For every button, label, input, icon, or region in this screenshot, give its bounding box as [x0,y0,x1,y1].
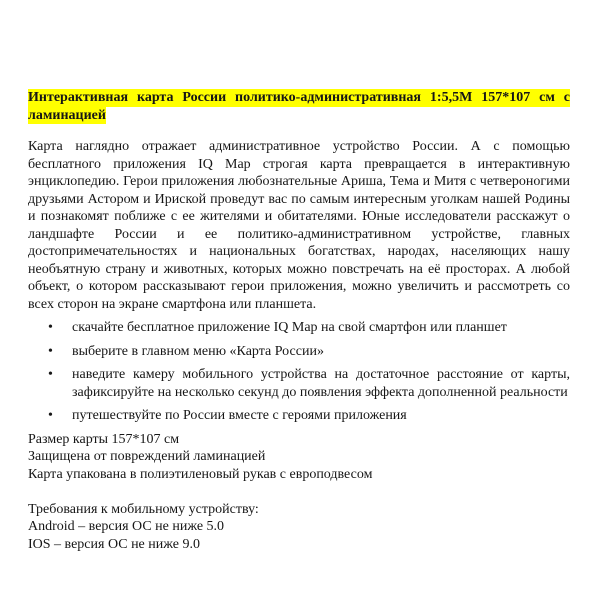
spacer [28,483,570,501]
product-title [28,89,570,124]
product-title-line-2: ламинацией [28,107,106,123]
requirements-heading: Требования к мобильному устройству: [28,501,259,517]
requirement-ios: IOS – версия ОС не ниже 9.0 [28,536,200,552]
spec-map-size: Размер карты 157*107 см [28,431,180,447]
list-item: • наведите камеру мобильного устройства на достаточное расстояние от карты, зафиксируйте на несколько секунд до появления эффекта дополненной реальности [28,366,570,401]
instructions-list [28,319,570,425]
list-item: • выберите в главном меню «Карта России» [28,343,570,361]
list-item: • путешествуйте по России вместе с героями приложения [28,407,570,425]
description-paragraph: Карта наглядно отражает административное устройство России. А с помощью бесплатного приложения IQ Map строгая карта превращается в интерактивную энциклопедию. Герои приложения любознательные Ариша, Тема и Митя с четвероногими друзьями Астором и Ириской проведут вас по самым интересным уголкам нашей Родины и познакомят поближе с ее жителями и обитателями. Юные исследователи расскажут о ландшафте России и ее политико-административном устройстве, главных достопримечательностях и национальных богатствах, народах, населяющих нашу необъятную страну и животных, которых можно повстречать на её просторах. А любой объект, о котором рассказывают герои приложения, можно увеличить и рассмотреть со всех сторон на экране смартфона или планшета. [28,139,570,312]
product-title-line-1: Интерактивная карта России политико-административная 1:5,5М 157*107 см с [28,90,570,105]
spec-packaging: Карта упакована в полиэтиленовый рукав с европодвесом [28,466,373,482]
list-item: • скачайте бесплатное приложение IQ Map на свой смартфон или планшет [28,319,570,337]
requirement-android: Android – версия ОС не ниже 5.0 [28,519,225,534]
spec-lamination: Защищена от повреждений ламинацией [28,449,266,464]
